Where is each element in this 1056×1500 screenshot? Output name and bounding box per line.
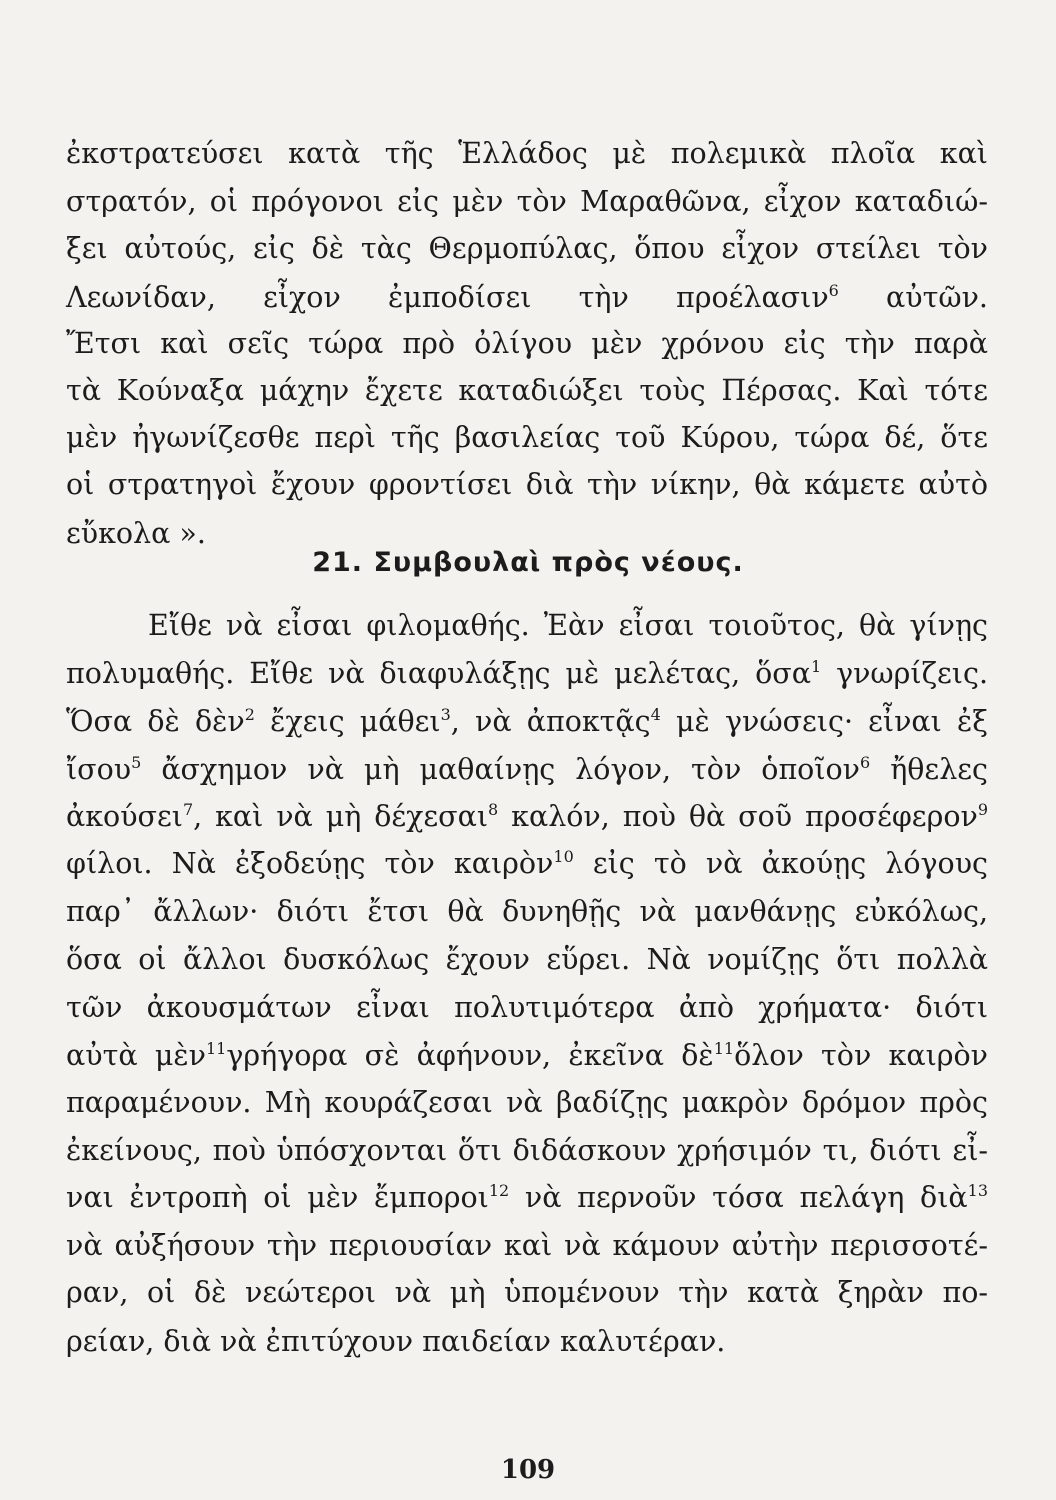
- text-line: [66, 1181, 988, 1214]
- text-segment: πολυμαθής. Εἴθε νὰ διαφυλάξῃς μὲ μελέτας, ὅσα: [66, 657, 811, 690]
- text-segment: καλόν, ποὺ θὰ σοῦ προσέφερον: [498, 800, 978, 833]
- footnote-ref: 11: [205, 1039, 227, 1058]
- text-line: ξει αὐτούς, εἰς δὲ τὰς Θερμοπύλας, ὅπου εἶχον στείλει τὸν: [66, 232, 988, 265]
- text-segment: ὅλον τὸν καιρὸν: [734, 1039, 988, 1072]
- footnote-ref: 3: [440, 705, 451, 724]
- text-segment: γνωρίζεις.: [821, 657, 989, 690]
- text-line: ὅσα οἱ ἄλλοι δυσκόλως ἔχουν εὕρει. Νὰ νομίζῃς ὅτι πολλὰ: [66, 943, 988, 976]
- text-line: στρατόν, οἱ πρόγονοι εἰς μὲν τὸν Μαραθῶνα, εἶχον καταδιώ-: [66, 185, 988, 218]
- footnote-ref: 1: [810, 657, 822, 676]
- footnote-ref: 6: [860, 753, 871, 772]
- text-line: ἐκστρατεύσει κατὰ τῆς Ἑλλάδος μὲ πολεμικὰ πλοῖα καὶ: [66, 137, 988, 170]
- footnote-ref: 10: [553, 847, 574, 866]
- text-segment: Ὅσα δὲ δὲν: [66, 705, 245, 738]
- text-segment: ναι ἐντροπὴ οἱ μὲν ἔμποροι: [66, 1181, 489, 1214]
- text-line: νὰ αὐξήσουν τὴν περιουσίαν καὶ νὰ κάμουν αὐτὴν περισσοτέ-: [66, 1229, 988, 1262]
- text-line: εὔκολα ».: [66, 517, 206, 550]
- text-line: [66, 705, 988, 738]
- text-line: [66, 800, 988, 833]
- footnote-ref: 5: [131, 753, 142, 772]
- text-line: οἱ στρατηγοὶ ἔχουν φροντίσει διὰ τὴν νίκην, θὰ κάμετε αὐτὸ: [66, 468, 988, 501]
- text-line: μὲν ἠγωνίζεσθε περὶ τῆς βασιλείας τοῦ Κύρου, τώρα δέ, ὅτε: [66, 421, 988, 454]
- footnote-ref: 7: [182, 800, 194, 819]
- footnote-ref: 12: [488, 1181, 510, 1200]
- text-segment: αὐτὰ μὲν: [66, 1039, 206, 1072]
- text-segment: ἄσχημον νὰ μὴ μαθαίνῃς λόγον, τὸν ὁποῖον: [141, 753, 861, 786]
- text-line: ρείαν, διὰ νὰ ἐπιτύχουν παιδείαν καλυτέραν.: [66, 1325, 726, 1358]
- text-line: τῶν ἀκουσμάτων εἶναι πολυτιμότερα ἀπὸ χρήματα· διότι: [66, 991, 988, 1024]
- text-segment: ἴσου: [66, 753, 132, 786]
- page-number: 109: [500, 1455, 556, 1485]
- text-line: Εἴθε νὰ εἶσαι φιλομαθής. Ἐὰν εἶσαι τοιοῦτος, θὰ γίνῃς: [148, 609, 988, 642]
- text-line: [66, 847, 988, 880]
- text-line: ραν, οἱ δὲ νεώτεροι νὰ μὴ ὑπομένουν τὴν κατὰ ξηρὰν πο-: [66, 1276, 988, 1309]
- footnote-ref: 9: [977, 800, 988, 819]
- text-segment: , νὰ ἀποκτᾷς: [450, 705, 651, 738]
- text-segment: ἔχεις μάθει: [254, 705, 441, 738]
- text-line: παραμένουν. Μὴ κουράζεσαι νὰ βαδίζῃς μακρὸν δρόμον πρὸς: [66, 1086, 988, 1119]
- text-line: παρ᾽ ἄλλων· διότι ἔτσι θὰ δυνηθῇς νὰ μανθάνῃς εὐκόλως,: [66, 895, 988, 928]
- text-segment: γρήγορα σὲ ἀφήνουν, ἐκεῖνα δὲ: [226, 1039, 714, 1072]
- text-segment: αὐτῶν.: [838, 281, 988, 314]
- text-segment: νὰ περνοῦν τόσα πελάγη διὰ: [509, 1181, 968, 1214]
- footnote-ref: 4: [650, 705, 661, 724]
- text-line: [66, 657, 989, 690]
- text-segment: μὲ γνώσεις· εἶναι ἐξ: [660, 705, 988, 738]
- text-line: [66, 1039, 988, 1072]
- text-segment: Λεωνίδαν, εἶχον ἐμποδίσει τὴν προέλασιν: [66, 281, 829, 314]
- footnote-ref: 13: [967, 1181, 988, 1200]
- text-line: [66, 281, 988, 314]
- text-line: ἐκείνους, ποὺ ὑπόσχονται ὅτι διδάσκουν χρήσιμόν τι, διότι εἶ-: [66, 1134, 988, 1167]
- text-line: Ἔτσι καὶ σεῖς τώρα πρὸ ὀλίγου μὲν χρόνου εἰς τὴν παρὰ: [66, 327, 988, 360]
- footnote-ref: 6: [828, 281, 839, 300]
- footnote-ref: 8: [488, 800, 499, 819]
- text-segment: ἀκούσει: [66, 800, 183, 833]
- text-segment: , καὶ νὰ μὴ δέχεσαι: [193, 800, 489, 833]
- section-heading: 21. Συμβουλαὶ πρὸς νέους.: [312, 547, 744, 578]
- footnote-ref: 11: [713, 1039, 735, 1058]
- footnote-ref: 2: [244, 705, 255, 724]
- text-segment: φίλοι. Νὰ ἐξοδεύῃς τὸν καιρὸν: [66, 847, 554, 880]
- text-segment: εἰς τὸ νὰ ἀκούῃς λόγους: [573, 847, 988, 880]
- text-segment: ἤθελες: [870, 753, 988, 786]
- text-line: [66, 753, 988, 786]
- text-line: τὰ Κούναξα μάχην ἔχετε καταδιώξει τοὺς Πέρσας. Καὶ τότε: [66, 374, 988, 407]
